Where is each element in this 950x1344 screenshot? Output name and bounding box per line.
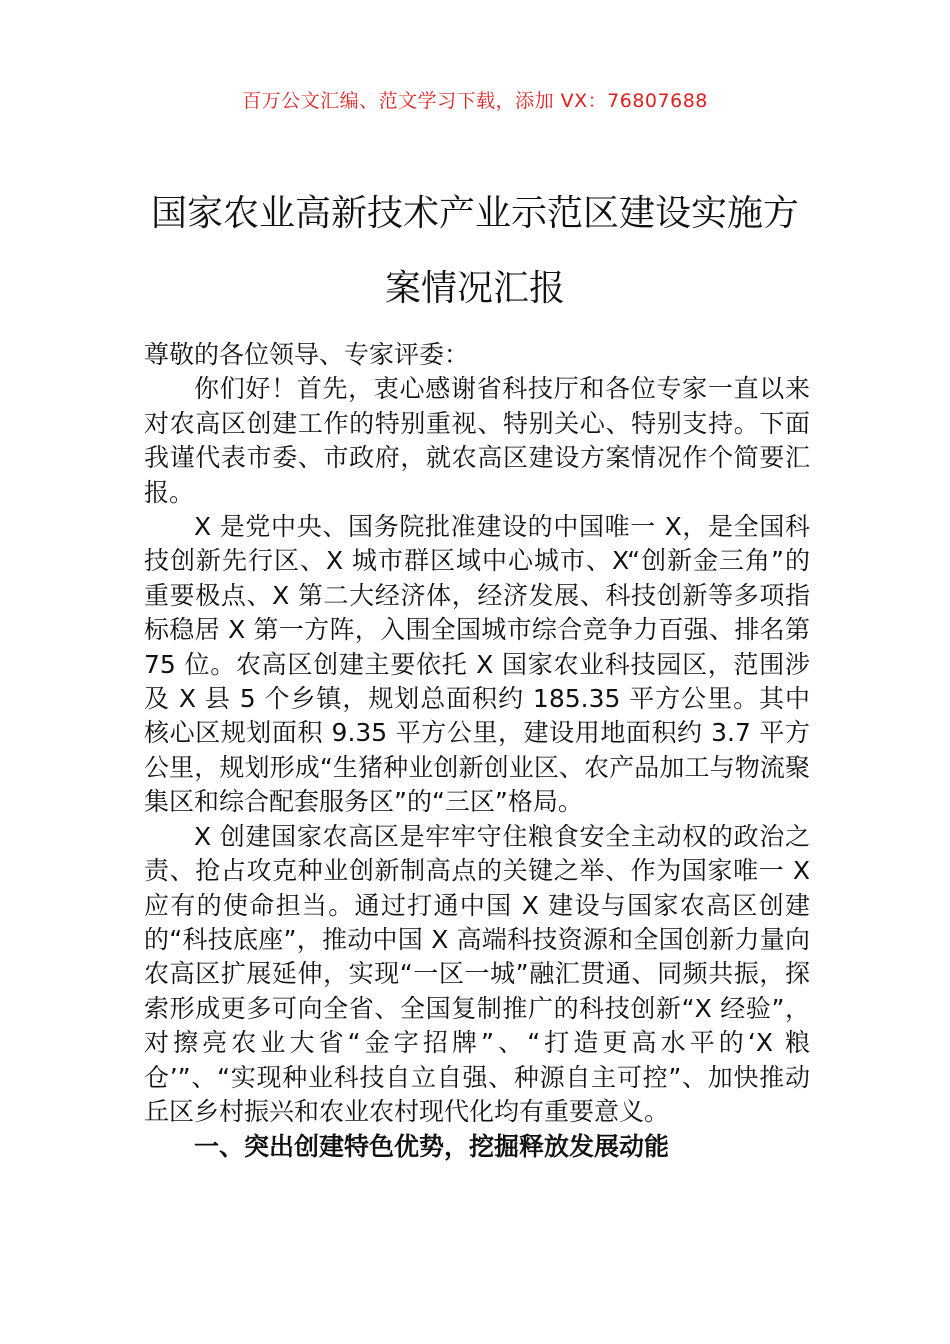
section-heading: 一、突出创建特色优势，挖掘释放发展动能	[194, 1132, 670, 1162]
document-body	[144, 338, 810, 1165]
document-title-line-2: 案情况汇报	[384, 268, 565, 309]
paragraph-significance: X 创建国家农高区是牢牢守住粮食安全主动权的政治之责、抢占攻克种业创新制高点的关键之举、作为国家唯一 X 应有的使命担当。通过打通中国 X 建设与国家农高区创建的“科技底座”，推动中国 X 高端科技资源和全国创新力量向农高区扩展延伸，实现“一区一城”融汇贯通、同频共振，探索形成更多可向全省、全国复制推广的科技创新“X 经验”，对擦亮农业大省“金字招牌”、“打造更高水平的‘X 粮仓’”、“实现种业科技自立自强、种源自主可控”、加快推动丘区乡村振兴和农业农村现代化均有重要意义。	[144, 821, 810, 1126]
paragraph-greeting: 你们好！首先，衷心感谢省科技厅和各位专家一直以来对农高区创建工作的特别重视、特别关心、特别支持。下面我谨代表市委、市政府，就农高区建设方案情况作个简要汇报。	[144, 374, 810, 507]
document-title-line-1: 国家农业高新技术产业示范区建设实施方	[150, 193, 799, 234]
document-title	[110, 176, 840, 326]
paragraph-overview: X 是党中央、国务院批准建设的中国唯一 X，是全国科技创新先行区、X 城市群区域中心城市、X“创新金三角”的重要极点、X 第二大经济体，经济发展、科技创新等多项指标稳居 X 第一方阵，入围全国城市综合竞争力百强、排名第 75 位。农高区创建主要依托 X 国家农业科技园区，范围涉及 X 县 5 个乡镇，规划总面积约 185.35 平方公里。其中核心区规划面积 9.35 平方公里，建设用地面积约 3.7 平方公里，规划形成“生猪种业创新创业区、农产品加工与物流聚集区和综合配套服务区”的“三区”格局。	[144, 512, 810, 817]
watermark-header-note: 百万公文汇编、范文学习下载，添加 VX：76807688	[242, 90, 708, 112]
salutation: 尊敬的各位领导、专家评委：	[144, 340, 470, 369]
